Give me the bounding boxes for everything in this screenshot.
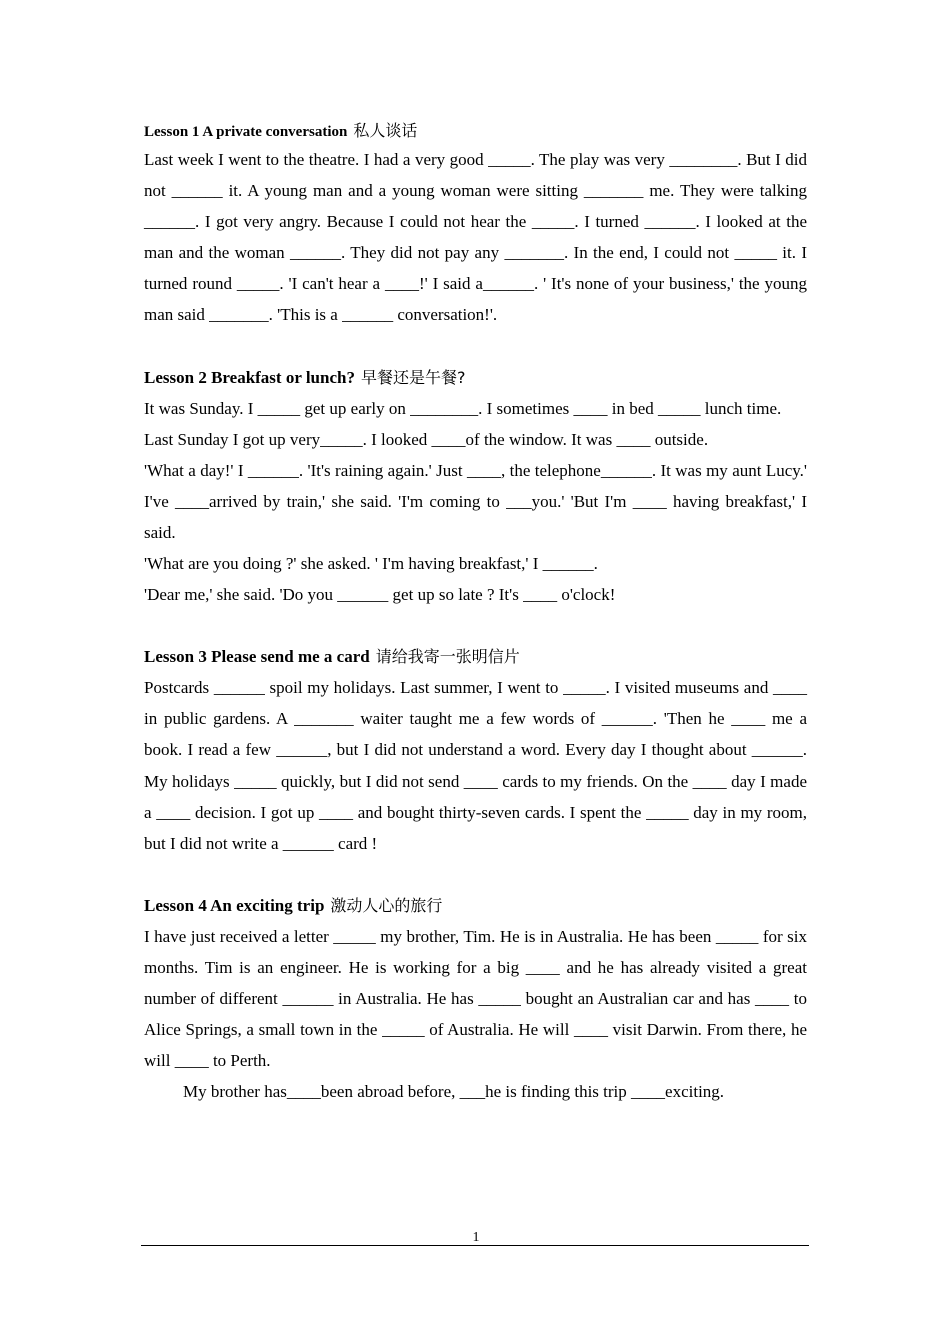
lesson-title-zh: 早餐还是午餐? [360, 367, 466, 387]
lesson-title-zh: 私人谈话 [353, 121, 418, 140]
lesson-paragraph: 'What a day!' I ______. 'It's raining again.' Just ____, the telephone______. It was my aunt Lucy.' I've ____arrived by train,' she said. 'I'm coming to ___you.' 'But I'm ____ having breakfast,' I said. [144, 460, 807, 542]
lesson-4 [144, 890, 807, 1108]
lesson-paragraph: 'What are you doing ?' she asked. ' I'm having breakfast,' I ______. [144, 554, 598, 574]
footer-divider [141, 1245, 809, 1246]
lesson-title [144, 890, 807, 921]
lesson-paragraph: It was Sunday. I _____ get up early on ________. I sometimes ____ in bed _____ lunch time. [144, 398, 782, 418]
lesson-title-en: Lesson 4 An exciting trip [144, 895, 325, 915]
lesson-paragraph: My brother has____been abroad before, ___he is finding this trip ____exciting. [183, 1082, 725, 1102]
page-number: 1 [472, 1230, 480, 1245]
lesson-title [144, 362, 807, 393]
lesson-paragraph: 'Dear me,' she said. 'Do you ______ get up so late ? It's ____ o'clock! [144, 585, 616, 605]
lesson-paragraph: Postcards ______ spoil my holidays. Last summer, I went to _____. I visited museums and ____ in public gardens. A _______ waiter taught me a few words of ______. 'Then he ____ me a book. I read a few ______, but I did not understand a word. Every day I thought about ______. My holidays _____ quickly, but I did not send ____ cards to my friends. On the ____ day I made a ____ decision. I got up ____ and bought thirty-seven cards. I spent the _____ day in my room, but I did not write a ______ card ! [144, 678, 807, 853]
lesson-paragraph: Last week I went to the theatre. I had a very good _____. The play was very ________. But I did not ______ it. A young man and a young woman were sitting _______ me. They were talking ______. I got very angry. Because I could not hear the _____. I turned ______. I looked at the man and the woman ______. They did not pay any _______. In the end, I could not _____ it. I turned round _____. 'I can't hear a ____!' I said a______. ' It's none of your business,' the young man said _______. 'This is a ______ conversation!'. [144, 150, 807, 325]
lesson-title-en: Lesson 1 A private conversation [144, 124, 348, 140]
lesson-title [144, 118, 807, 144]
document-page [144, 118, 807, 1138]
lesson-paragraph: I have just received a letter _____ my brother, Tim. He is in Australia. He has been _____ for six months. Tim is an engineer. He is working for a big ____ and he has already visited a great number of different ______ in Australia. He has _____ bought an Australian car and has ____ to Alice Springs, a small town in the _____ of Australia. He will ____ visit Darwin. From there, he will ____ to Perth. [144, 926, 807, 1071]
lesson-title-en: Lesson 2 Breakfast or lunch? [144, 367, 355, 387]
lesson-1 [144, 118, 807, 331]
lesson-2 [144, 362, 807, 611]
lesson-3 [144, 641, 807, 859]
lesson-paragraph: Last Sunday I got up very_____. I looked ____of the window. It was ____ outside. [144, 429, 709, 449]
lesson-title-zh: 请给我寄一张明信片 [375, 647, 520, 667]
lesson-title [144, 641, 807, 672]
lesson-title-zh: 激动人心的旅行 [330, 895, 443, 915]
lesson-title-en: Lesson 3 Please send me a card [144, 647, 370, 667]
